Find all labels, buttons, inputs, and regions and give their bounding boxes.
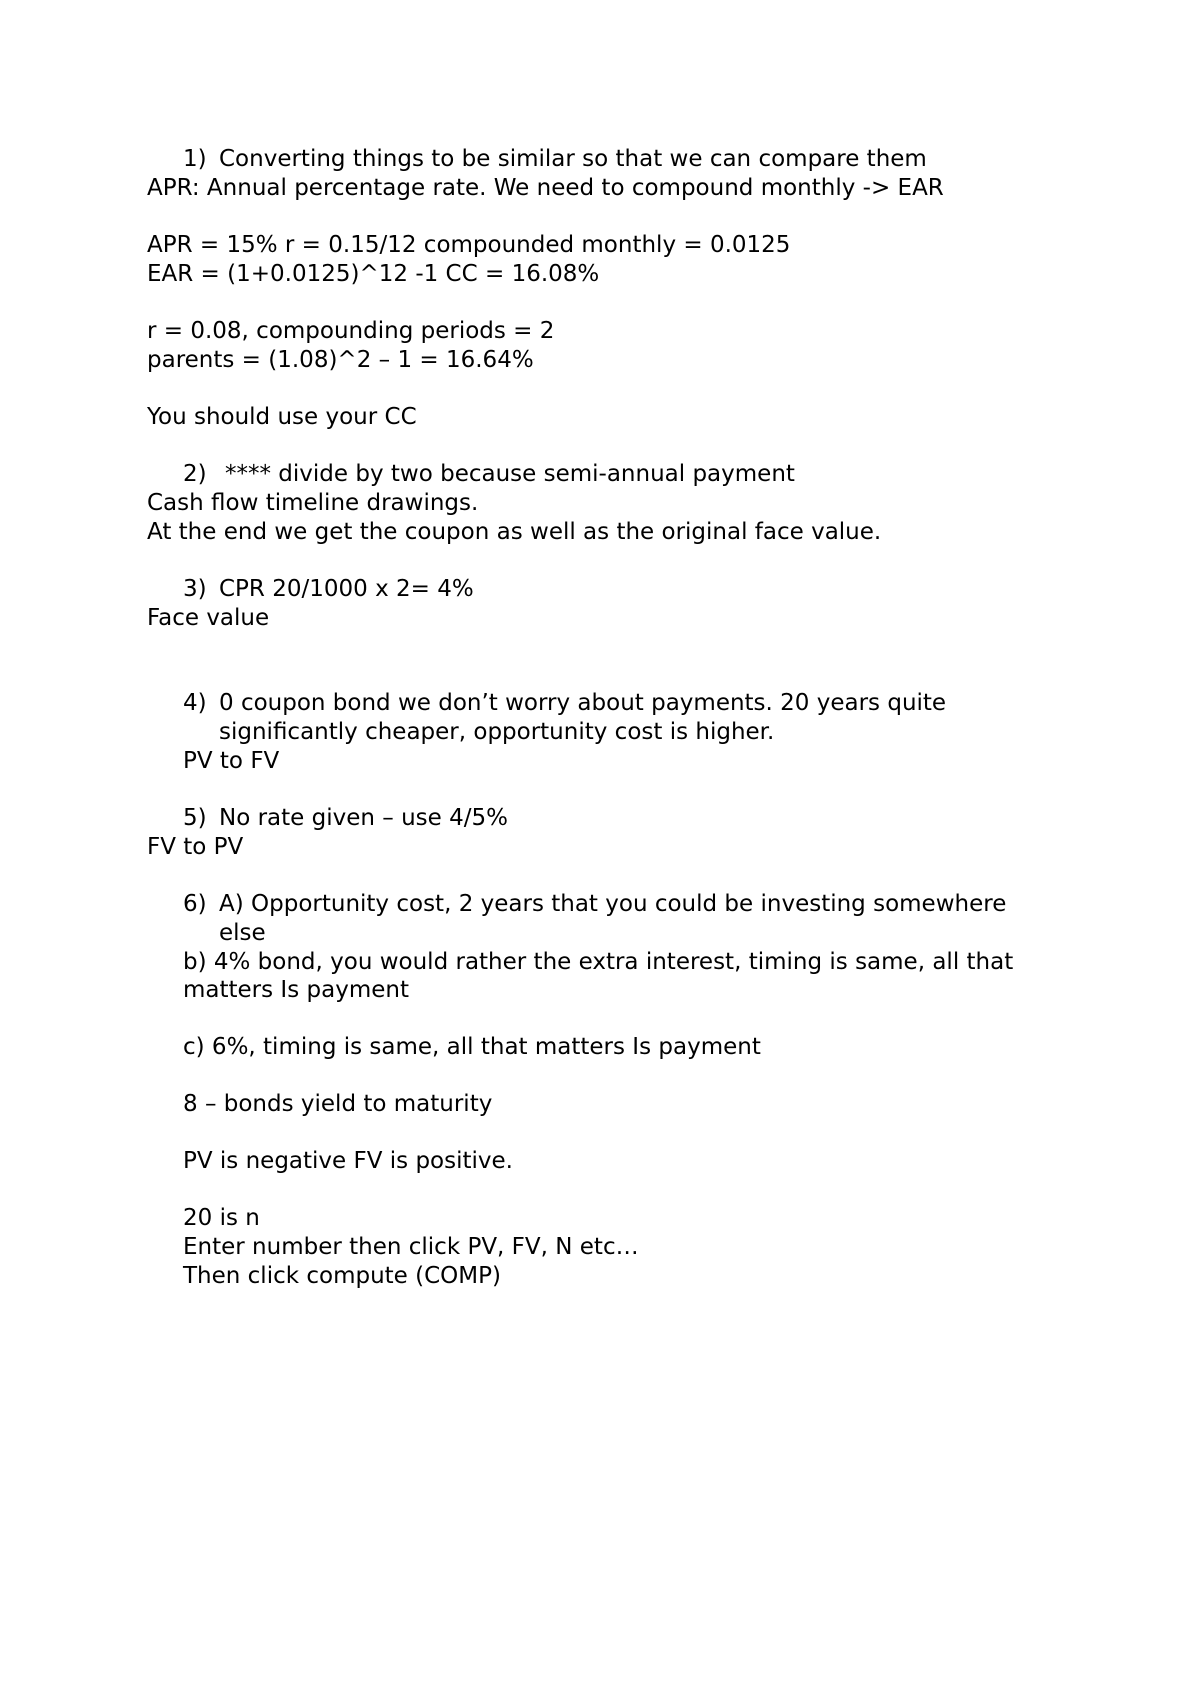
text-line: b) 4% bond, you would rather the extra interest, timing is same, all that [183, 949, 1014, 975]
text-line: Then click compute (COMP) [183, 1263, 501, 1289]
list-marker: 5) [183, 805, 207, 831]
list-item-5 [183, 804, 508, 832]
list-item-3 [183, 575, 474, 603]
list-item-text: CPR 20/1000 x 2= 4% [219, 576, 474, 602]
list-item-6 [183, 890, 1006, 918]
text-line: r = 0.08, compounding periods = 2 [147, 318, 555, 344]
list-marker: 4) [183, 690, 207, 716]
text-line: matters Is payment [183, 977, 409, 1003]
text-line: significantly cheaper, opportunity cost is higher. [219, 719, 775, 745]
text-line: PV is negative FV is positive. [183, 1148, 513, 1174]
list-item-text: Converting things to be similar so that we can compare them [219, 146, 927, 172]
text-line: c) 6%, timing is same, all that matters Is payment [183, 1034, 761, 1060]
list-item-2 [183, 460, 795, 488]
text-line: FV to PV [147, 834, 244, 860]
text-line: APR: Annual percentage rate. We need to compound monthly -> EAR [147, 175, 944, 201]
text-line: At the end we get the coupon as well as the original face value. [147, 519, 882, 545]
list-item-text: No rate given – use 4/5% [219, 805, 508, 831]
text-line: Enter number then click PV, FV, N etc… [183, 1234, 639, 1260]
text-line: parents = (1.08)^2 – 1 = 16.64% [147, 347, 534, 373]
list-item-text: 0 coupon bond we don’t worry about payments. 20 years quite [219, 690, 947, 716]
text-line: Cash flow timeline drawings. [147, 490, 479, 516]
text-line: else [219, 920, 266, 946]
text-line: EAR = (1+0.0125)^12 -1 CC = 16.08% [147, 261, 600, 287]
list-item-text: **** divide by two because semi-annual payment [225, 461, 795, 487]
list-marker: 6) [183, 891, 207, 917]
list-item-1 [183, 145, 927, 173]
list-item-4 [183, 689, 946, 717]
list-marker: 2) [183, 461, 207, 487]
text-line: 8 – bonds yield to maturity [183, 1091, 493, 1117]
text-line: 20 is n [183, 1205, 260, 1231]
text-line: You should use your CC [147, 404, 417, 430]
text-line: Face value [147, 605, 270, 631]
list-marker: 1) [183, 146, 207, 172]
text-line: APR = 15% r = 0.15/12 compounded monthly = 0.0125 [147, 232, 791, 258]
list-item-text: A) Opportunity cost, 2 years that you could be investing somewhere [219, 891, 1007, 917]
list-marker: 3) [183, 576, 207, 602]
text-line: PV to FV [183, 748, 280, 774]
